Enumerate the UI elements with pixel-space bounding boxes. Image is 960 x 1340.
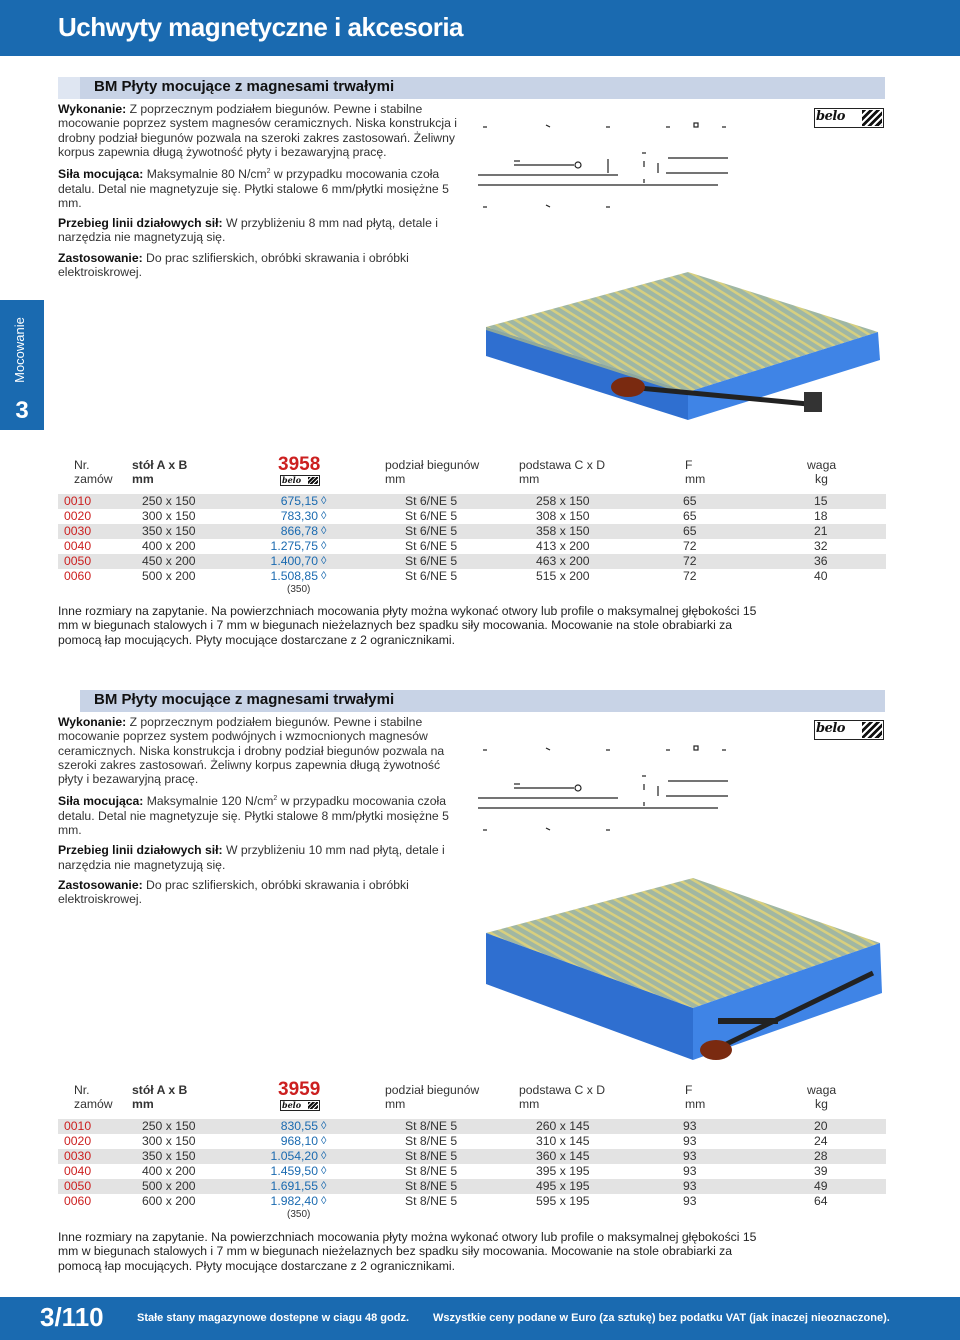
belo-logo — [814, 720, 884, 740]
table-row[interactable]: 0050 500 x 200 1.691,55 ◊ St 8/NE 5 495 x 195 93 49 — [58, 1179, 886, 1194]
product-photo — [478, 838, 888, 1068]
chapter-tab[interactable] — [0, 300, 44, 430]
footer-price-note: Wszystkie ceny podane w Euro (za sztukę) bez podatku VAT (jak inaczej nieoznaczone). — [433, 1312, 890, 1324]
col-header-pod: podział biegunów — [385, 458, 480, 472]
product-section-3959 — [58, 690, 886, 1220]
diamond-outline-icon: ◊ — [321, 510, 327, 522]
col-header-f-unit: mm — [685, 1097, 706, 1111]
col-header-zamow: zamów — [74, 1097, 113, 1111]
col-header-waga-unit: kg — [815, 472, 828, 486]
wykonanie-label: Wykonanie: — [58, 102, 127, 116]
przebieg-text: W przybliżeniu 10 mm nad płytą, detale i narzędzia nie magnetyzują się. — [58, 843, 445, 872]
magnetic-plate-image — [478, 232, 888, 422]
table-header — [58, 454, 886, 488]
diamond-outline-icon: ◊ — [321, 1165, 327, 1177]
sila-text: Maksymalnie 120 N/cm — [143, 794, 274, 809]
col-header-pod-unit: mm — [385, 1097, 406, 1111]
product-photo — [478, 232, 888, 427]
belo-mini-logo: belo — [280, 475, 320, 486]
table-header — [58, 1079, 886, 1113]
table-row[interactable]: 0030 350 x 150 866,78 ◊ St 6/NE 5 358 x 150 65 21 — [58, 524, 886, 539]
sila-sup: 2 — [266, 168, 271, 176]
table-row[interactable]: 0020 300 x 150 968,10 ◊ St 8/NE 5 310 x 145 93 24 — [64, 1134, 828, 1148]
belo-mini-logo: belo — [280, 1100, 320, 1111]
table-row[interactable]: 0040 400 x 200 1.459,50 ◊ St 8/NE 5 395 x 195 93 39 — [64, 1164, 828, 1178]
chapter-tab-label: Mocowanie — [12, 317, 27, 383]
przebieg-label: Przebieg linii działowych sił: — [58, 216, 223, 231]
table-row[interactable]: 0010 250 x 150 675,15 ◊ St 6/NE 5 258 x 150 65 15 — [58, 494, 886, 509]
lever-knob — [611, 377, 645, 397]
footnote-3958: Inne rozmiary na zapytanie. Na powierzchniach mocowania płyty można wykonać otwory lub profile o maksymalnej głębokości 15 mm w biegunach stalowych i 7 mm w biegunach nieżelaznych bez spadku siły mocowania. Mocowanie na stole obrabiarki za pomocą łap mocujących. Płyty mocujące dostarczane z 2 ogranicznikami. — [58, 604, 757, 647]
section-title-square — [58, 690, 80, 712]
dimension-schematic — [478, 117, 738, 217]
zastosowanie-text: Do prac szlifierskich, obróbki skrawania i obróbki elektroiskrowej. — [58, 250, 409, 280]
price-note: (350) — [287, 584, 311, 595]
diamond-outline-icon: ◊ — [321, 525, 327, 537]
col-header-zamow: zamów — [74, 472, 113, 486]
page-number: 3/110 — [40, 1302, 104, 1332]
sila-text: Maksymalnie 80 N/cm — [143, 167, 267, 182]
col-header-nr: Nr. — [74, 1083, 90, 1097]
col-header-base-unit: mm — [519, 1097, 540, 1111]
belo-logo-stripes — [862, 722, 882, 738]
page-footer — [0, 1297, 960, 1340]
zastosowanie-label: Zastosowanie: — [58, 878, 143, 893]
col-header-waga: waga — [807, 1083, 837, 1097]
dimension-schematic — [478, 740, 738, 840]
wykonanie-text: Z poprzecznym podziałem biegunów. Pewne i stabilne mocowanie poprzez system podwójnych i wzmocnionych magnesów ceramicznych. Niska konstrukcja i drobny podział biegunów pozwala na szeroki zakres zastosowań. Żeliwny korpus zapewnia długą żywotność płyty i bezawaryjną pracę. — [58, 715, 445, 787]
table-row[interactable]: 0050 450 x 200 1.400,70 ◊ St 6/NE 5 463 x 200 72 36 — [58, 554, 886, 569]
przebieg-label: Przebieg linii działowych sił: — [58, 843, 223, 858]
lever-knob — [700, 1040, 732, 1060]
table-row[interactable]: 0060 500 x 200 1.508,85 ◊ St 6/NE 5 515 x 200 72 40 — [64, 569, 828, 583]
belo-logo-text: belo — [816, 109, 845, 124]
sila-text-rest: w przypadku mocowania czoła detalu. Detal nie magnetyzuje się. Płytki stalowe 8 mm/płytki mosiężne 5 mm. — [58, 794, 449, 838]
diamond-outline-icon: ◊ — [321, 570, 327, 582]
table-row[interactable]: 0060 600 x 200 1.982,40 ◊ St 8/NE 5 595 x 195 93 64 — [64, 1194, 828, 1208]
product-code: 3959 — [278, 1079, 321, 1100]
col-header-f: F — [685, 1083, 693, 1097]
page-header — [0, 0, 960, 56]
price-table-3958 — [58, 454, 886, 598]
diamond-outline-icon: ◊ — [321, 495, 327, 507]
schematic-drawing — [478, 740, 738, 840]
diamond-outline-icon: ◊ — [321, 555, 327, 567]
col-header-base-unit: mm — [519, 472, 540, 486]
product-description — [58, 715, 463, 913]
table-row[interactable]: 0010 250 x 150 830,55 ◊ St 8/NE 5 260 x 145 93 20 — [58, 1119, 886, 1134]
price-note: (350) — [287, 1209, 311, 1220]
sila-label: Siła mocująca: — [58, 167, 144, 182]
magnetic-plate-image — [478, 838, 888, 1063]
col-header-stol: stół A x B — [132, 458, 188, 472]
table-row[interactable]: 0020 300 x 150 783,30 ◊ St 6/NE 5 308 x 150 65 18 — [64, 509, 828, 523]
col-header-pod: podział biegunów — [385, 1083, 480, 1097]
diamond-outline-icon: ◊ — [321, 1150, 327, 1162]
section-title-bar — [58, 77, 885, 99]
sila-text-rest: w przypadku mocowania czoła detalu. Detal nie magnetyzuje się. Płytki stalowe 6 mm/płytki mosiężne 5 mm. — [58, 167, 449, 210]
col-header-f-unit: mm — [685, 472, 706, 486]
product-code: 3958 — [278, 454, 321, 475]
col-header-stol-unit: mm — [132, 1097, 154, 1111]
chapter-tab-number: 3 — [15, 397, 29, 424]
price-table-3959 — [58, 1079, 886, 1223]
sila-label: Siła mocująca: — [58, 794, 144, 809]
table-row[interactable]: 0030 350 x 150 1.054,20 ◊ St 8/NE 5 360 x 145 93 28 — [58, 1149, 886, 1164]
table-body — [58, 1119, 886, 1209]
sila-sup: 2 — [273, 795, 278, 803]
product-section-3958 — [58, 77, 886, 597]
table-body — [58, 494, 886, 584]
diamond-outline-icon: ◊ — [321, 1120, 327, 1132]
zastosowanie-text: Do prac szlifierskich, obróbki skrawania i obróbki elektroiskrowej. — [58, 878, 409, 907]
product-description — [58, 102, 463, 285]
diamond-outline-icon: ◊ — [321, 1135, 327, 1147]
col-header-stol-unit: mm — [132, 472, 154, 486]
section-title-bar — [58, 690, 885, 712]
diamond-outline-icon: ◊ — [321, 540, 327, 552]
col-header-nr: Nr. — [74, 458, 90, 472]
footnote-3959: Inne rozmiary na zapytanie. Na powierzchniach mocowania płyty można wykonać otwory lub profile o maksymalnej głębokości 15 mm w biegunach stalowych i 7 mm w biegunach nieżelaznych bez spadku siły mocowania. Mocowanie na stole obrabiarki za pomocą łap mocujących. Płyty mocujące dostarczane z 2 ogranicznikami. — [58, 1230, 757, 1273]
col-header-stol: stół A x B — [132, 1083, 188, 1097]
przebieg-text: W przybliżeniu 8 mm nad płytą, detale i narzędzia nie magnetyzują się. — [58, 216, 438, 245]
section-title: BM Płyty mocujące z magnesami trwałymi — [94, 78, 395, 95]
section-title: BM Płyty mocujące z magnesami trwałymi — [94, 691, 395, 708]
col-header-base: podstawa C x D — [519, 1083, 606, 1097]
belo-logo — [814, 108, 884, 128]
table-row[interactable]: 0040 400 x 200 1.275,75 ◊ St 6/NE 5 413 x 200 72 32 — [64, 539, 828, 553]
schematic-drawing — [478, 117, 738, 217]
col-header-f: F — [685, 458, 693, 472]
col-header-base: podstawa C x D — [519, 458, 606, 472]
wykonanie-label: Wykonanie: — [58, 715, 127, 729]
zastosowanie-label: Zastosowanie: — [58, 250, 143, 265]
wykonanie-text: Z poprzecznym podziałem biegunów. Pewne i stabilne mocowanie poprzez system magnesów ceramicznych. Niska konstrukcja i drobny podział biegunów pozwala na szeroki zakres zastosowań. Żeliwny korpus zapewnia długą żywotność płyty i bezawaryjną pracę. — [58, 102, 457, 159]
belo-logo-text: belo — [816, 721, 845, 736]
diamond-outline-icon: ◊ — [321, 1180, 327, 1192]
section-title-square — [58, 77, 80, 99]
diamond-outline-icon: ◊ — [321, 1195, 327, 1207]
col-header-waga-unit: kg — [815, 1097, 828, 1111]
footer-stock-note: Stałe stany magazynowe dostepne w ciagu 48 godz. — [137, 1312, 410, 1324]
col-header-waga: waga — [807, 458, 837, 472]
page-title: Uchwyty magnetyczne i akcesoria — [58, 12, 464, 42]
col-header-pod-unit: mm — [385, 472, 406, 486]
belo-logo-stripes — [862, 110, 882, 126]
